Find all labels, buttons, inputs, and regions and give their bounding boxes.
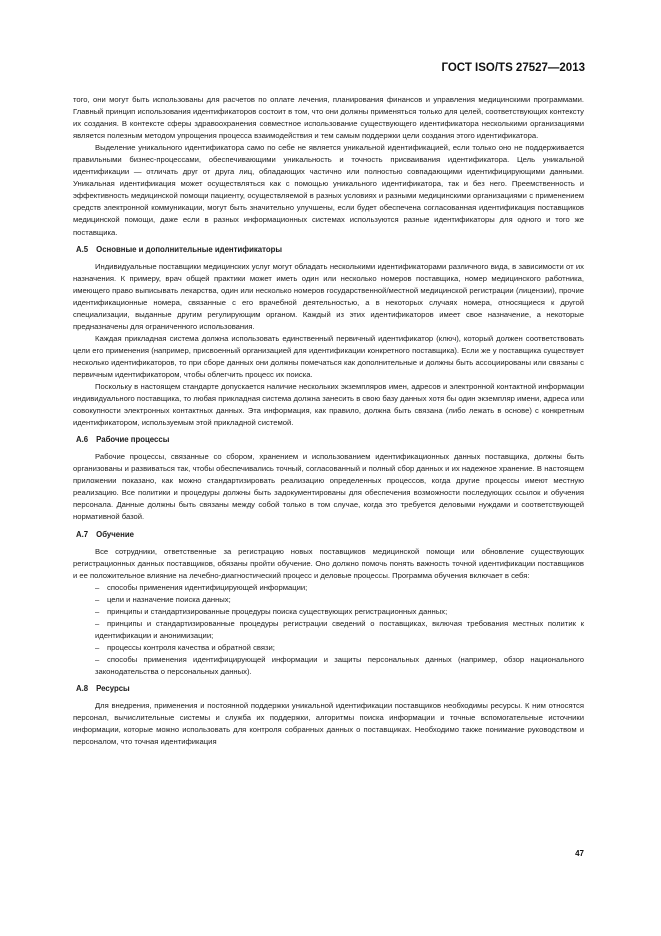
list-item-text: принципы и стандартизированные процедуры поиска существующих регистрационных данных; — [107, 606, 448, 616]
list-item — [73, 618, 584, 642]
list-dash: – — [95, 642, 100, 652]
list-dash: – — [95, 606, 100, 616]
list-item-text: способы применения идентифицирующей информации и защиты персональных данных (например, обзор национального законодательства о персональных данных). — [95, 654, 584, 676]
paragraph: Индивидуальные поставщики медицинских услуг могут обладать несколькими идентификаторами различного вида, в зависимости от их назначения. К примеру, врач общей практики может иметь один или несколько номеров поставщика, номер медицинского работника, имеющего право выписывать лекарства, один или несколько номеров государственной/местной медицинской регистрации (лицензии), прочие идентификационные номера, связанные с его врачебной деятельностью, а в некоторых случаях номера, относящиеся к другой специализации, выданные другим регулирующим органом. Каждый из этих идентификаторов имеет свое назначение, а некоторые предназначены для ограниченного использования. — [73, 261, 584, 331]
paragraph: Рабочие процессы, связанные со сбором, хранением и использованием идентификационных данных поставщика, должны быть организованы и развиваться так, чтобы обеспечивались точный, согласованный и полный сбор данных и их надежное хранение. В настоящем приложении показано, как можно стандартизировать реализацию определенных процессов, когда другие процессы имеют местную реализацию. Все политики и процедуры должны быть задокументированы для обеспечения возможности последующих ссылок и обучения персонала. Данные должны быть связаны между собой только в том случае, когда это требуется деловыми нуждами и соответствующей нормативной базой. — [73, 452, 584, 522]
paragraph: Каждая прикладная система должна использовать единственный первичный идентификатор (ключ), который должен соответствовать цели его применения (например, присвоенный организацией для идентификации конкретного поставщика). Если же у поставщика существует несколько идентификаторов, то при сборе данных они должны помечаться как дополнительные и должны быть ассоциированы или связаны с первичным идентификатором, чтобы облегчить процесс их поиска. — [73, 333, 584, 379]
list-dash: – — [95, 594, 100, 604]
section-heading — [73, 683, 584, 695]
paragraph: Выделение уникального идентификатора само по себе не является уникальной идентификацией, если только оно не поддерживается правильными бизнес-процессами, обеспечивающими уникальность и точность присваивания идентификатора. Цель уникальной идентификации — отличать друг от друга лиц, обладающих частично или полностью совпадающими идентифицирующими данными. Уникальная идентификация может осуществляться как с помощью уникального идентификатора, так и без него. Преемственность и эффективность медицинской помощи пациенту, осуществляемой в разных условиях и разными медицинскими организациями с применением средств электронной коммуникации, могут быть значительно улучшены, если будет обеспечена согласованная идентификация поставщиков медицинской помощи, даже если в разных информационных системах используются разные идентификаторы для одного и того же поставщика. — [73, 143, 584, 237]
page-number: 47 — [575, 849, 584, 858]
list-item — [73, 654, 584, 678]
list-item — [73, 582, 584, 594]
section-heading — [73, 244, 584, 256]
list-dash: – — [95, 654, 100, 664]
section-title: Основные и дополнительные идентификаторы — [96, 244, 283, 254]
list-item-text: процессы контроля качества и обратной связи; — [107, 642, 275, 652]
paragraph: того, они могут быть использованы для расчетов по оплате лечения, планирования финансов и управления медицинскими программами. Главный принцип использования идентификаторов состоит в том, что они должны применяться только для целей, соответствующих контексту их создания. В контексте сферы здравоохранения совместное использование существующего идентификатора несколькими организациями является полезным методом упрощения процесса взаимодействия и тем самым поддержки цели создания этого идентификатора. — [73, 95, 584, 141]
section-number: А.8 — [76, 684, 89, 694]
document-code-header: ГОСТ ISO/TS 27527—2013 — [441, 62, 585, 74]
list-dash: – — [95, 582, 100, 592]
paragraph: Для внедрения, применения и постоянной поддержки уникальной идентификации поставщиков необходимы ресурсы. К ним относятся персонал, вычислительные системы и служба их поддержки, алгоритмы поиска информации и точные вспомогательные источники информации, которые можно использовать для контроля собранных данных о поставщиках. Необходимо также понимание руководством и персоналом, что точная идентификация — [73, 701, 584, 747]
section-number: А.6 — [76, 435, 89, 445]
bullet-list — [73, 582, 584, 678]
list-item-text: способы применения идентифицирующей информации; — [107, 582, 308, 592]
section-title: Обучение — [96, 529, 134, 539]
section-title: Рабочие процессы — [96, 435, 170, 445]
section-number: А.7 — [76, 529, 89, 539]
section-title: Ресурсы — [96, 684, 130, 694]
paragraph: Все сотрудники, ответственные за регистрацию новых поставщиков медицинской помощи или обновление существующих регистрационных данных поставщиков, обязаны пройти обучение. Оно должно помочь понять важность точной идентификации поставщиков и ее положительное влияние на лечебно-диагностический процесс и деловые процессы. Программа обучения включает в себя: — [73, 546, 584, 580]
section-heading — [73, 434, 584, 446]
list-item — [73, 642, 584, 654]
list-item-text: принципы и стандартизированные процедуры регистрации сведений о поставщиках, включая требования местных политик к идентификации и анонимизации; — [95, 618, 584, 640]
list-dash: – — [95, 618, 100, 628]
section-heading — [73, 529, 584, 541]
section-number: А.5 — [76, 244, 89, 254]
list-item — [73, 606, 584, 618]
document-body — [73, 94, 584, 748]
paragraph: Поскольку в настоящем стандарте допускается наличие нескольких экземпляров имен, адресов и электронной контактной информации индивидуального поставщика, то любая прикладная система должна занесить в свою базу данных хотя бы один экземпляр имени, адреса или совокупности электронных контактных данных. Эта информация, как правило, должна быть связана (либо лежать в основе) с конкретным идентификатором, используемым этой прикладной системой. — [73, 382, 584, 428]
list-item — [73, 594, 584, 606]
list-item-text: цели и назначение поиска данных; — [107, 594, 231, 604]
